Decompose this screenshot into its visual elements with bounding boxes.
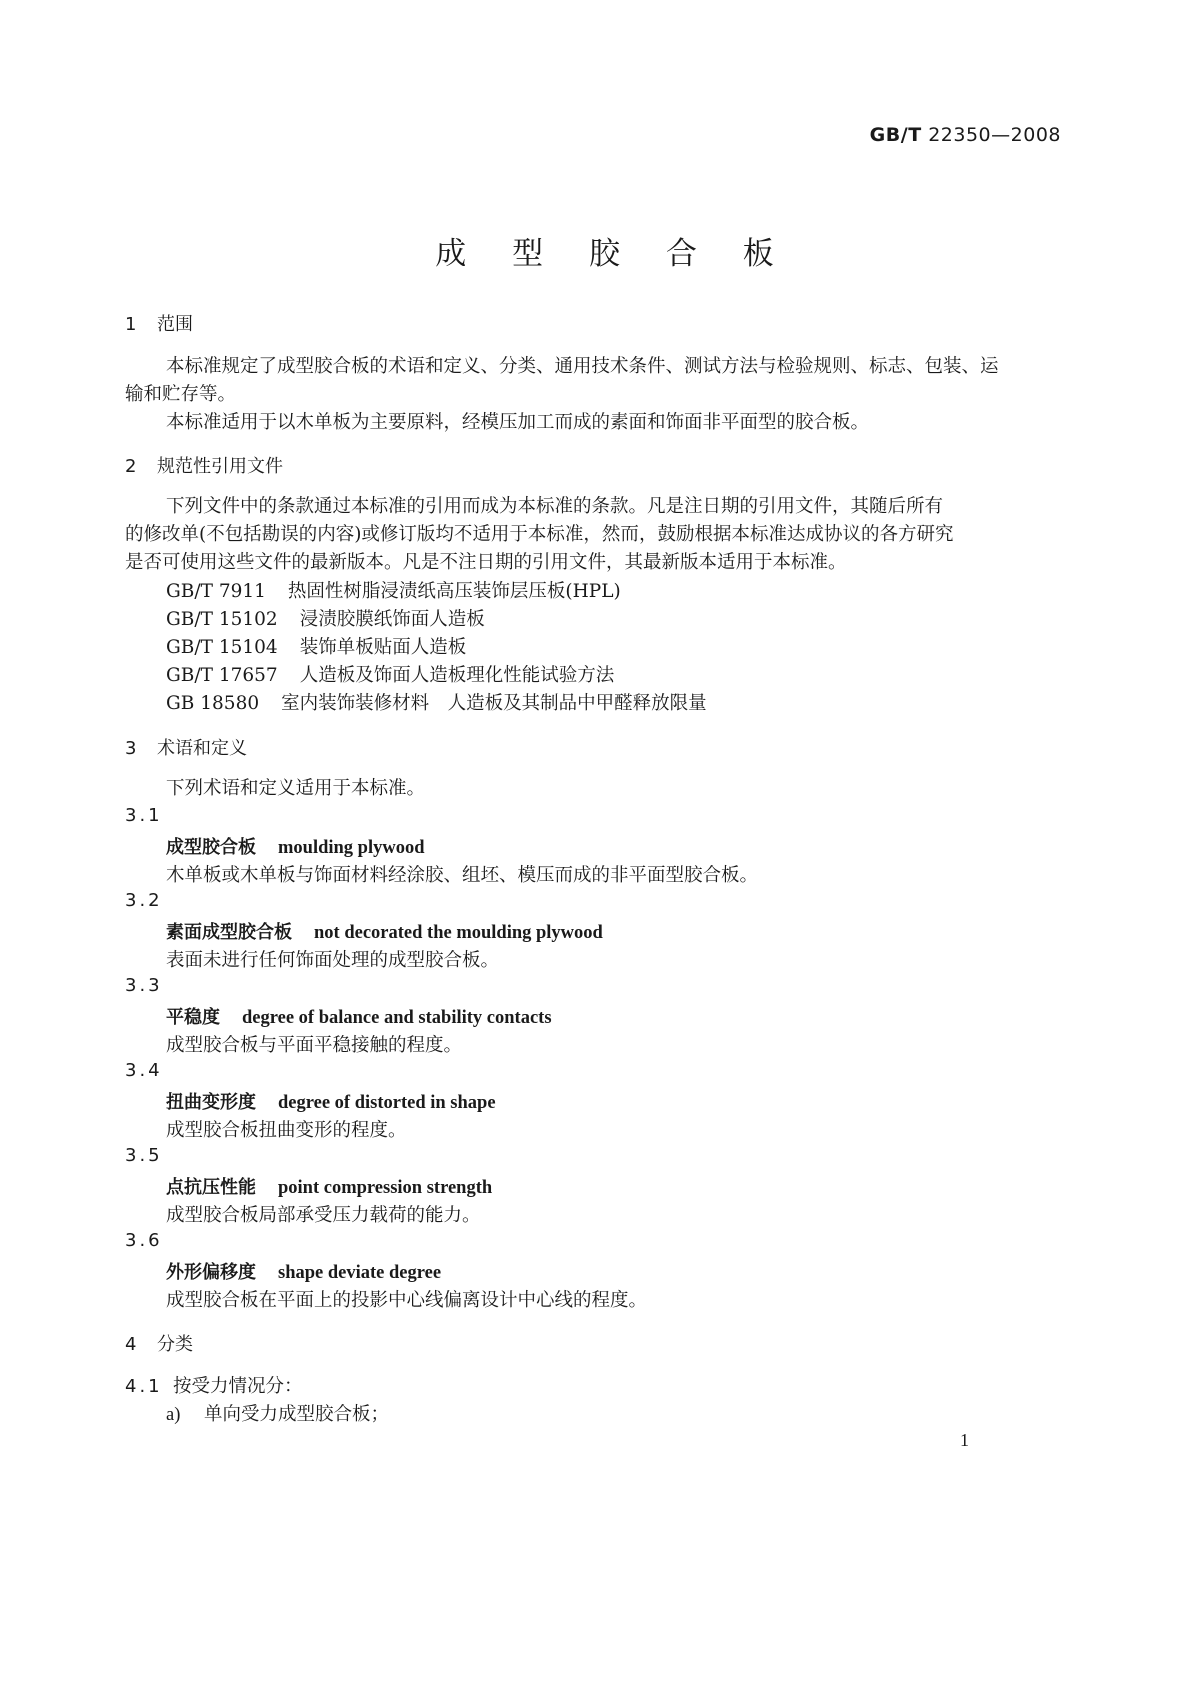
section-1-paragraph-line: 本标准规定了成型胶合板的术语和定义、分类、通用技术条件、测试方法与检验规则、标志、包装、运 bbox=[166, 356, 999, 377]
term-heading bbox=[166, 1003, 552, 1029]
reference-item bbox=[166, 605, 485, 631]
page-number: 1 bbox=[960, 1430, 969, 1450]
term-number: 3.3 bbox=[125, 975, 163, 996]
section-title: 范围 bbox=[157, 314, 193, 335]
section-1-paragraph-line: 输和贮存等。 bbox=[125, 384, 237, 405]
reference-code: GB/T 15102 bbox=[166, 609, 278, 630]
term-definition: 表面未进行任何饰面处理的成型胶合板。 bbox=[166, 950, 500, 971]
term-number: 3.4 bbox=[125, 1060, 163, 1081]
reference-code: GB/T 17657 bbox=[166, 665, 278, 686]
term-number: 3.1 bbox=[125, 805, 163, 826]
reference-item bbox=[166, 689, 707, 715]
term-name-en: not decorated the moulding plywood bbox=[314, 923, 603, 943]
section-number: 3 bbox=[125, 738, 137, 759]
term-name-en: degree of distorted in shape bbox=[278, 1093, 496, 1113]
reference-code: GB/T 7911 bbox=[166, 581, 266, 602]
subsection-number: 4.1 bbox=[125, 1376, 163, 1397]
section-title: 分类 bbox=[157, 1334, 193, 1355]
section-number: 1 bbox=[125, 314, 137, 335]
term-name-zh: 扭曲变形度 bbox=[166, 1092, 256, 1113]
reference-title: 装饰单板贴面人造板 bbox=[299, 637, 467, 658]
term-name-en: moulding plywood bbox=[278, 838, 425, 858]
term-name-en: shape deviate degree bbox=[278, 1263, 442, 1283]
reference-item bbox=[166, 577, 621, 603]
section-1-heading bbox=[125, 310, 193, 336]
reference-title: 热固性树脂浸渍纸高压装饰层压板(HPL) bbox=[287, 581, 621, 602]
section-1-paragraph: 本标准适用于以木单板为主要原料，经模压加工而成的素面和饰面非平面型的胶合板。 bbox=[166, 412, 870, 433]
reference-title: 浸渍胶膜纸饰面人造板 bbox=[299, 609, 485, 630]
term-heading bbox=[166, 1258, 441, 1284]
section-4-heading bbox=[125, 1330, 193, 1356]
subsection-text: 按受力情况分： bbox=[173, 1376, 303, 1397]
term-name-zh: 点抗压性能 bbox=[166, 1177, 256, 1198]
reference-title: 人造板及饰面人造板理化性能试验方法 bbox=[299, 665, 615, 686]
term-definition: 成型胶合板局部承受压力载荷的能力。 bbox=[166, 1205, 481, 1226]
section-title: 规范性引用文件 bbox=[157, 456, 283, 477]
reference-item bbox=[166, 633, 466, 659]
document-title: 成 型 胶 合 板 bbox=[435, 236, 792, 272]
term-name-zh: 平稳度 bbox=[166, 1007, 220, 1028]
term-name-zh: 外形偏移度 bbox=[166, 1262, 256, 1283]
section-2-paragraph-line: 下列文件中的条款通过本标准的引用而成为本标准的条款。凡是注日期的引用文件，其随后所有 bbox=[166, 496, 944, 517]
term-heading bbox=[166, 918, 603, 944]
term-heading bbox=[166, 1088, 496, 1114]
subsection-4-1 bbox=[125, 1372, 303, 1398]
term-number: 3.2 bbox=[125, 890, 163, 911]
reference-item bbox=[166, 661, 614, 687]
term-name-zh: 成型胶合板 bbox=[166, 837, 256, 858]
section-2-paragraph-line: 的修改单(不包括勘误的内容)或修订版均不适用于本标准，然而，鼓励根据本标准达成协议的各方研究 bbox=[125, 524, 954, 545]
standard-code bbox=[0, 124, 1061, 146]
term-name-zh: 素面成型胶合板 bbox=[166, 922, 292, 943]
section-number: 2 bbox=[125, 456, 137, 477]
list-item bbox=[166, 1400, 389, 1426]
standard-number: 22350—2008 bbox=[928, 124, 1061, 146]
reference-title: 室内装饰装修材料 人造板及其制品中甲醛释放限量 bbox=[281, 693, 707, 714]
section-3-intro: 下列术语和定义适用于本标准。 bbox=[166, 778, 426, 799]
term-name-en: degree of balance and stability contacts bbox=[242, 1008, 552, 1028]
section-3-heading bbox=[125, 734, 247, 760]
section-title: 术语和定义 bbox=[157, 738, 247, 759]
section-number: 4 bbox=[125, 1334, 137, 1355]
section-2-paragraph-line: 是否可使用这些文件的最新版本。凡是不注日期的引用文件，其最新版本适用于本标准。 bbox=[125, 552, 847, 573]
list-item-text: 单向受力成型胶合板； bbox=[204, 1404, 390, 1425]
term-definition: 木单板或木单板与饰面材料经涂胶、组坯、模压而成的非平面型胶合板。 bbox=[166, 865, 759, 886]
term-definition: 成型胶合板与平面平稳接触的程度。 bbox=[166, 1035, 463, 1056]
term-definition: 成型胶合板扭曲变形的程度。 bbox=[166, 1120, 407, 1141]
list-item-label: a) bbox=[166, 1405, 181, 1425]
term-heading bbox=[166, 833, 425, 859]
standard-prefix: GB/T bbox=[869, 124, 922, 146]
section-2-heading bbox=[125, 452, 283, 478]
term-definition: 成型胶合板在平面上的投影中心线偏离设计中心线的程度。 bbox=[166, 1290, 648, 1311]
term-number: 3.6 bbox=[125, 1230, 163, 1251]
term-number: 3.5 bbox=[125, 1145, 163, 1166]
term-heading bbox=[166, 1173, 492, 1199]
reference-code: GB/T 15104 bbox=[166, 637, 278, 658]
reference-code: GB 18580 bbox=[166, 693, 260, 714]
term-name-en: point compression strength bbox=[278, 1178, 493, 1198]
